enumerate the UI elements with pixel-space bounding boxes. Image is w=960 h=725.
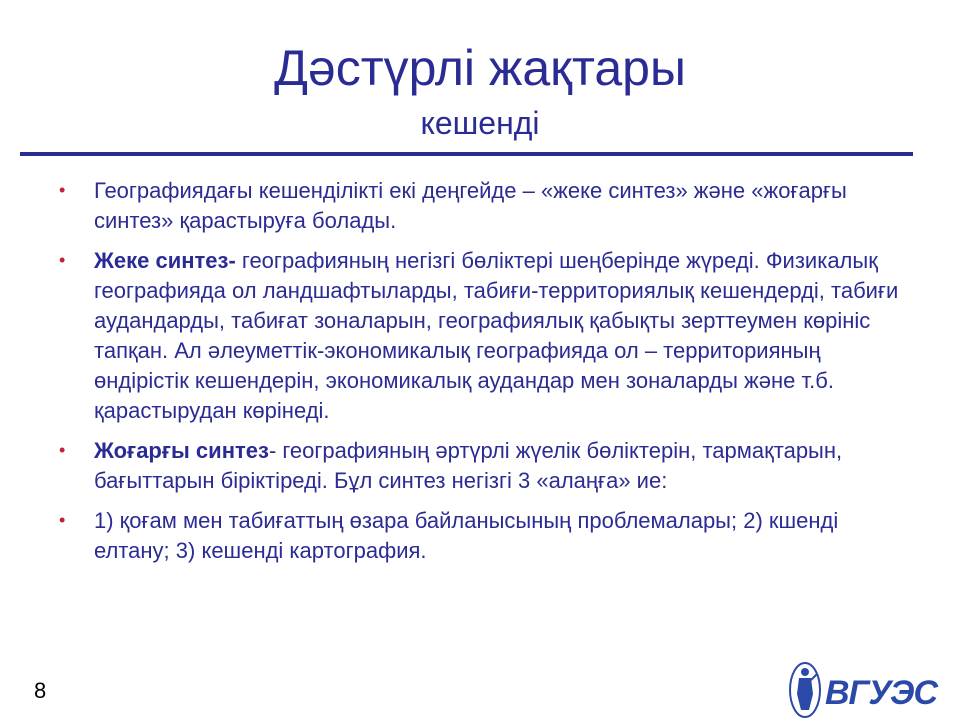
page-number: 8: [34, 678, 47, 703]
bullet-list: [58, 176, 908, 576]
statue-emblem-icon: [787, 660, 823, 720]
university-logo: [787, 660, 937, 720]
slide-title: Дәстүрлі жақтары: [274, 40, 686, 96]
bullet-icon: •: [59, 250, 66, 270]
title-divider: [20, 152, 913, 156]
bullet-term: Жоғарғы синтез: [94, 438, 269, 463]
bullet-item: [58, 506, 908, 566]
bullet-text: Географиядағы кешенділікті екі деңгейде – «жеке синтез» және «жоғарғы синтез» қарастыруға болады.: [94, 178, 847, 233]
bullet-icon: •: [59, 180, 66, 200]
bullet-item: [58, 246, 908, 426]
logo-text: ВГУЭС: [825, 674, 937, 712]
bullet-icon: •: [59, 510, 66, 530]
bullet-term: Жеке синтез-: [94, 248, 236, 273]
slide-subtitle: кешенді: [420, 105, 540, 141]
bullet-item: [58, 176, 908, 236]
bullet-item: [58, 436, 908, 496]
bullet-text: - географияның әртүрлі жүелік бөліктерін, тармақтарын, бағыттарын біріктіреді. Бұл синтез негізгі 3 «алаңға» ие:: [94, 438, 843, 493]
bullet-text: географияның негізгі бөліктері шеңберінде жүреді. Физикалық географияда ол ландшафтыларды, табиғи-территориялық кешендерді, табиғи аудандарды, табиғат зоналарын, географиялық қабықты зерттеумен көрініс тапқан. Ал әлеуметтік-экономикалық географияда ол – территорияның өндірістік кешендерін, экономикалық аудандар мен зоналарды және т.б. қарастырудан көрінеді.: [94, 248, 899, 423]
bullet-text: 1) қоғам мен табиғаттың өзара байланысының проблемалары; 2) кшенді елтану; 3) кешенді картография.: [94, 508, 839, 563]
bullet-icon: •: [59, 440, 66, 460]
